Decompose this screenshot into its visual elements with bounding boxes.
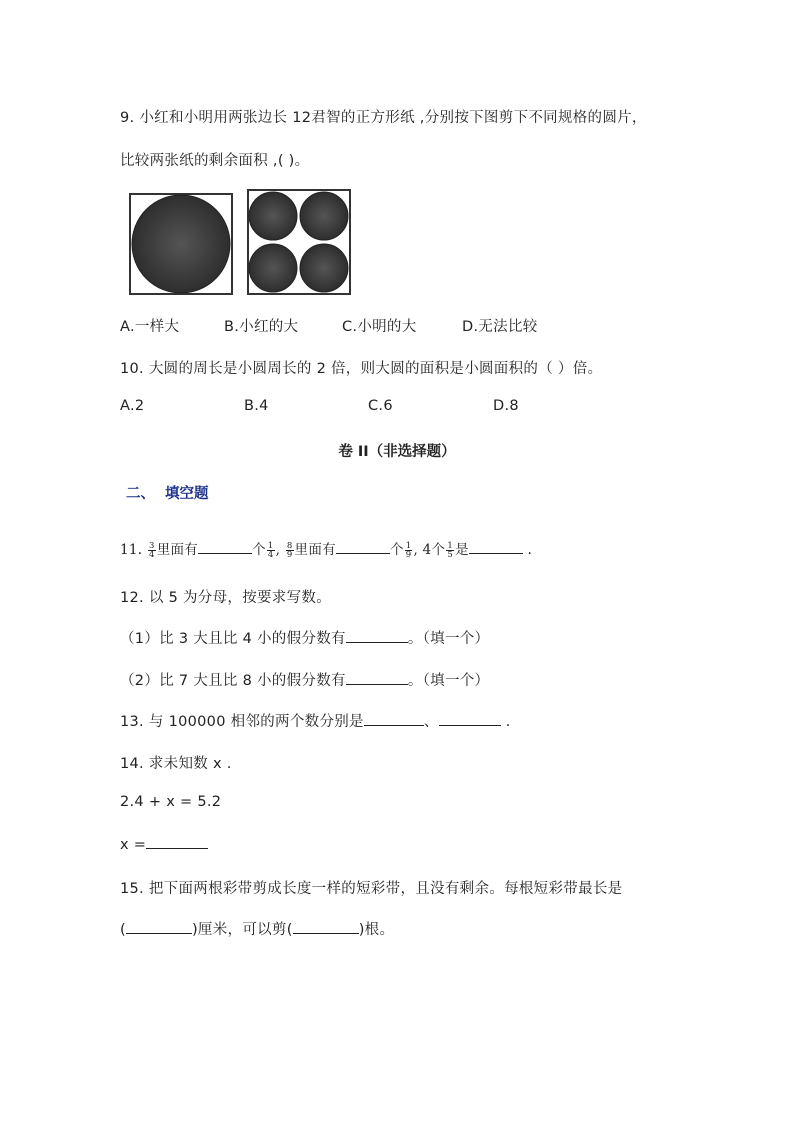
q14-blank[interactable] (146, 835, 208, 849)
q11-fraction-1-5: $\frac{1}{5}$ (447, 540, 454, 560)
xiaoming-circle-4 (300, 244, 348, 292)
q9-option-b[interactable]: B.小红的大 (224, 319, 299, 335)
q11-label: 里面有 (294, 542, 336, 558)
q14-text: 14. 求未知数 x . (120, 756, 232, 772)
q14-answer-label: x = (120, 837, 147, 853)
q11-number: 11. (120, 542, 143, 558)
xiaohong-big-circle (132, 195, 230, 293)
q12-blank-2[interactable] (346, 671, 408, 685)
xiaoming-circle-2 (300, 192, 348, 240)
q11-fraction-3-4: $\frac{3}{4}$ (148, 540, 155, 560)
section-number: 二、 (126, 486, 155, 502)
q13-blank-2[interactable] (439, 712, 501, 726)
q9-option-a[interactable]: A.一样大 (120, 319, 180, 335)
q11-text (120, 538, 532, 560)
q10-option-a[interactable]: A.2 (120, 398, 145, 414)
q12-part2-end: 。（填一个） (407, 673, 490, 689)
q11-separator: , (275, 542, 281, 558)
q12-part2-text: （2）比 7 大且比 8 小的假分数有 (120, 673, 346, 689)
q12-part1-end: 。（填一个） (407, 631, 490, 647)
section-title: 填空题 (165, 486, 209, 502)
q11-blank-1[interactable] (198, 540, 252, 554)
q12-part1 (120, 627, 489, 648)
q9-options (120, 315, 538, 336)
q11-label: 个 (252, 542, 266, 558)
q10-text: 10. 大圆的周长是小圆周长的 2 倍，则大圆的面积是小圆面积的（ ）倍。 (120, 361, 603, 377)
q13-text: 13. 与 100000 相邻的两个数分别是 (120, 714, 364, 730)
q12-part2 (120, 669, 489, 690)
q10-option-b[interactable]: B.4 (244, 398, 269, 414)
q11-label: 是 (455, 542, 469, 558)
xiaoming-circle-1 (249, 192, 297, 240)
q14-answer (120, 835, 208, 853)
q10-option-c[interactable]: C.6 (368, 398, 393, 414)
q14-equation: 2.4 + x = 5.2 (120, 794, 222, 810)
q11-fraction-1-4: $\frac{1}{4}$ (267, 540, 274, 560)
q9-text-line2: 比较两张纸的剩余面积 ,( )。 (120, 153, 310, 169)
q13-blank-1[interactable] (364, 712, 424, 726)
q15-text-line2 (120, 918, 394, 939)
q9-text-line1: 9. 小红和小明用两张边长 12君智的正方形纸 ,分别按下图剪下不同规格的圆片， (120, 110, 647, 126)
q9-option-d[interactable]: D.无法比较 (462, 319, 538, 335)
circle-cut-figure (128, 188, 358, 298)
q13 (120, 710, 511, 731)
q15-blank-2[interactable] (293, 920, 359, 934)
q11-label: 里面有 (156, 542, 199, 558)
q12-part1-text: （1）比 3 大且比 4 小的假分数有 (120, 631, 346, 647)
q11-blank-3[interactable] (469, 540, 523, 554)
q11-label: 4个 (422, 542, 446, 558)
q15-blank-1[interactable] (126, 920, 192, 934)
q15-text-line1: 15. 把下面两根彩带剪成长度一样的短彩带，且没有剩余。每根短彩带最长是 (120, 881, 623, 897)
q12-text: 12. 以 5 为分母，按要求写数。 (120, 590, 332, 606)
q15-middle-text: )厘米，可以剪( (191, 922, 293, 938)
xiaoming-circle-3 (249, 244, 297, 292)
q15-paren-open: ( (120, 922, 126, 938)
volume-title: 卷 II（非选择题） (338, 444, 456, 460)
q9-option-c[interactable]: C.小明的大 (342, 319, 417, 335)
q11-label: 个 (389, 542, 404, 558)
q12-blank-1[interactable] (346, 629, 408, 643)
q9-figure (128, 188, 358, 302)
q10-option-d[interactable]: D.8 (493, 398, 519, 414)
q13-end: . (505, 714, 511, 730)
q11-fraction-8-9: $\frac{8}{9}$ (286, 540, 293, 560)
q11-fraction-1-9: $\frac{1}{9}$ (405, 540, 412, 560)
q11-separator: , (413, 542, 419, 558)
q11-end: . (527, 542, 533, 558)
q11-blank-2[interactable] (336, 540, 390, 554)
q13-separator: 、 (423, 714, 439, 730)
q10-options (120, 398, 519, 414)
q15-end-text: )根。 (358, 922, 395, 938)
